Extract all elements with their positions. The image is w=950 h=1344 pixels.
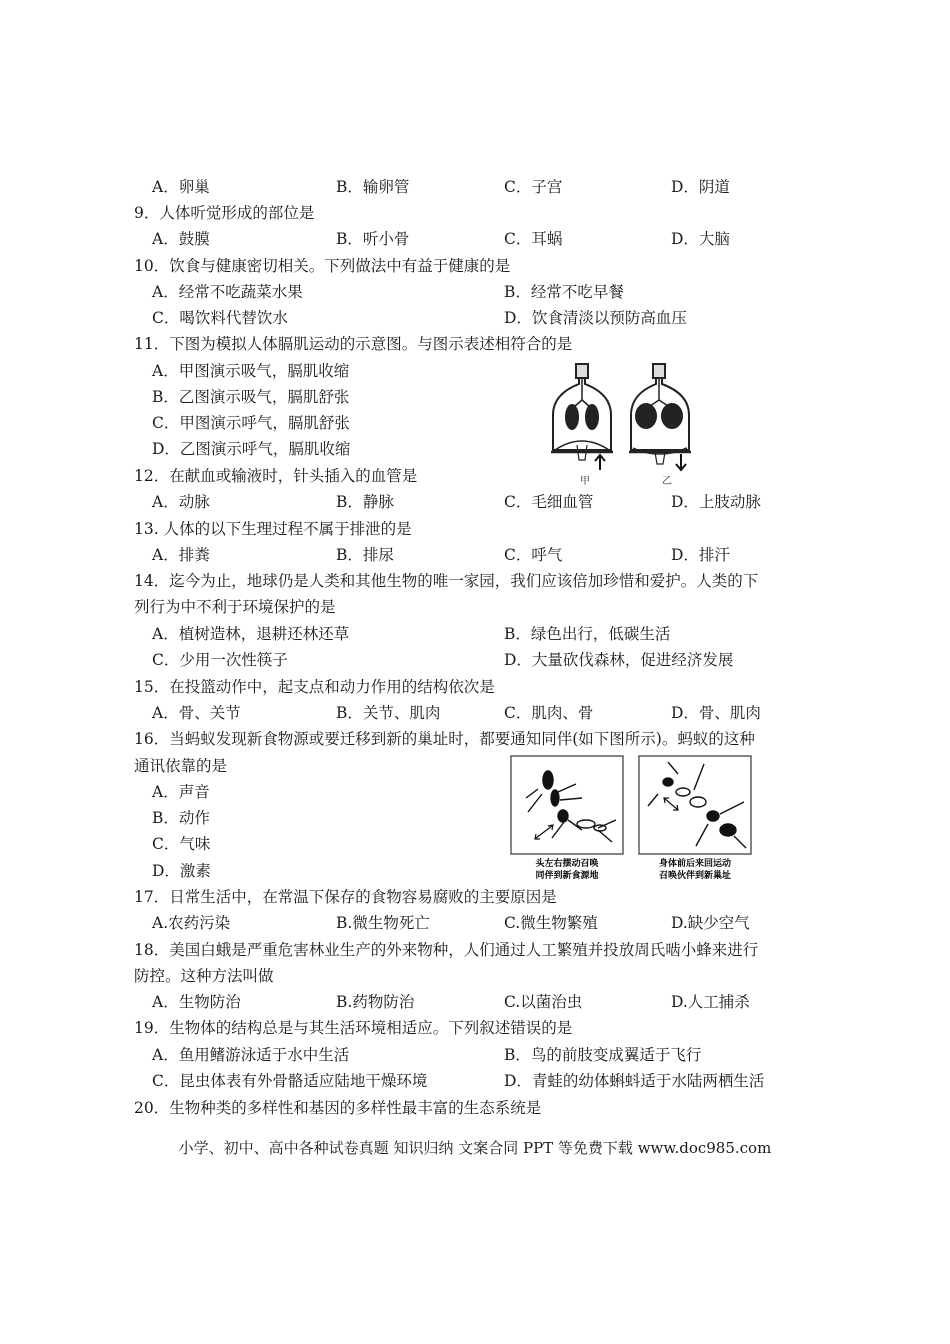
q19-option-b: B．鸟的前肢变成翼适于飞行	[504, 1046, 702, 1064]
q16-option-d: D．激素	[152, 862, 211, 880]
q17-option-d: D.缺少空气	[671, 914, 750, 932]
jar-yi	[629, 364, 691, 464]
q11-option-a: A．甲图演示吸气，膈肌收缩	[152, 362, 350, 380]
q10-option-c: C．喝饮料代替饮水	[152, 309, 288, 327]
q19-stem: 19．生物体的结构总是与其生活环境相适应。下列叙述错误的是	[134, 1019, 573, 1037]
q12-option-b: B．静脉	[336, 493, 394, 511]
q14-stem-line2: 列行为中不利于环境保护的是	[134, 598, 336, 616]
q16-stem-line2: 通讯依靠的是	[134, 757, 228, 775]
q19-option-c: C．昆虫体表有外骨骼适应陆地干燥环境	[152, 1072, 428, 1090]
q14-stem-line1: 14．迄今为止，地球仍是人类和其他生物的唯一家园，我们应该倍加珍惜和爱护。人类的下	[134, 572, 759, 590]
q12-stem: 12．在献血或输液时，针头插入的血管是	[134, 467, 418, 485]
q12-option-c: C．毛细血管	[504, 493, 594, 511]
q17-option-b: B.微生物死亡	[336, 914, 430, 932]
q13-option-d: D．排汗	[671, 546, 730, 564]
q14-option-a: A．植树造林，退耕还林还草	[152, 625, 350, 643]
q16-option-b: B．动作	[152, 809, 210, 827]
q16-option-c: C．气味	[152, 835, 211, 853]
q13-option-b: B．排尿	[336, 546, 394, 564]
label-jia: 甲	[580, 476, 590, 487]
q18-option-a: A．生物防治	[152, 993, 241, 1011]
jar-jia	[551, 364, 613, 460]
q11-option-b: B．乙图演示吸气，膈肌舒张	[152, 388, 350, 406]
q20-stem: 20．生物种类的多样性和基因的多样性最丰富的生态系统是	[134, 1099, 542, 1117]
page-footer: 小学、初中、高中各种试卷真题 知识归纳 文案合同 PPT 等免费下载 www.doc985.com	[178, 1139, 772, 1157]
caption-left-line2: 同伴到新食源地	[535, 871, 599, 881]
q9-option-c: C．耳蜗	[504, 230, 563, 248]
q9-option-d: D．大脑	[671, 230, 730, 248]
q10-option-d: D．饮食清淡以预防高血压	[504, 309, 687, 327]
q17-stem: 17．日常生活中，在常温下保存的食物容易腐败的主要原因是	[134, 888, 557, 906]
ant-communication-figure	[508, 754, 754, 886]
q9-option-a: A．鼓膜	[152, 230, 210, 248]
q17-option-c: C.微生物繁殖	[504, 914, 598, 932]
q19-option-a: A．鱼用鳍游泳适于水中生活	[152, 1046, 350, 1064]
q9-option-b: B．听小骨	[336, 230, 410, 248]
caption-right-line2: 召唤伙伴到新巢址	[658, 871, 732, 881]
arrow-down-icon	[676, 454, 686, 470]
q11-stem: 11．下图为模拟人体膈肌运动的示意图。与图示表述相符合的是	[134, 335, 573, 353]
q12-option-a: A．动脉	[152, 493, 210, 511]
q8-option-b: B．输卵管	[336, 178, 410, 196]
q13-stem: 13. 人体的以下生理过程不属于排泄的是	[134, 520, 412, 538]
q13-option-c: C．呼气	[504, 546, 563, 564]
caption-left-line1: 头左右摆动召唤	[535, 859, 599, 869]
label-yi: 乙	[662, 476, 672, 487]
q18-stem-line1: 18．美国白蛾是严重危害林业生产的外来物种，人们通过人工繁殖并投放周氏啮小蜂来进行	[134, 941, 759, 959]
q9-stem: 9．人体听觉形成的部位是	[134, 204, 315, 222]
q11-option-c: C．甲图演示呼气，膈肌舒张	[152, 414, 350, 432]
caption-right-line1: 身体前后来回运动	[658, 859, 732, 869]
q14-option-b: B．绿色出行，低碳生活	[504, 625, 671, 643]
ant-panel-left	[511, 756, 623, 881]
q17-option-a: A.农药污染	[152, 914, 231, 932]
q13-option-a: A．排粪	[152, 546, 210, 564]
q18-option-c: C.以菌治虫	[504, 993, 583, 1011]
q15-option-c: C．肌肉、骨	[504, 704, 594, 722]
q16-option-a: A．声音	[152, 783, 210, 801]
q8-option-a: A．卵巢	[152, 178, 210, 196]
arrow-up-icon	[595, 455, 605, 470]
diaphragm-model-figure	[545, 360, 705, 490]
q11-option-d: D．乙图演示呼气，膈肌收缩	[152, 440, 351, 458]
q19-option-d: D．青蛙的幼体蝌蚪适于水陆两栖生活	[504, 1072, 765, 1090]
q15-stem: 15．在投篮动作中，起支点和动力作用的结构依次是	[134, 678, 495, 696]
q10-option-a: A．经常不吃蔬菜水果	[152, 283, 303, 301]
q15-option-a: A．骨、关节	[152, 704, 241, 722]
q10-stem: 10．饮食与健康密切相关。下列做法中有益于健康的是	[134, 257, 511, 275]
q18-option-d: D.人工捕杀	[671, 993, 750, 1011]
q14-option-c: C．少用一次性筷子	[152, 651, 288, 669]
ant-panel-right	[639, 756, 751, 881]
q16-stem-line1: 16．当蚂蚁发现新食物源或要迁移到新的巢址时，都要通知同伴(如下图所示)。蚂蚁的这种	[134, 730, 755, 748]
q15-option-b: B．关节、肌肉	[336, 704, 441, 722]
q18-stem-line2: 防控。这种方法叫做	[134, 967, 274, 985]
q10-option-b: B．经常不吃早餐	[504, 283, 624, 301]
q8-option-c: C．子宫	[504, 178, 563, 196]
q18-option-b: B.药物防治	[336, 993, 415, 1011]
q15-option-d: D．骨、肌肉	[671, 704, 761, 722]
q14-option-d: D．大量砍伐森林，促进经济发展	[504, 651, 734, 669]
q8-option-d: D．阴道	[671, 178, 730, 196]
q12-option-d: D．上肢动脉	[671, 493, 761, 511]
